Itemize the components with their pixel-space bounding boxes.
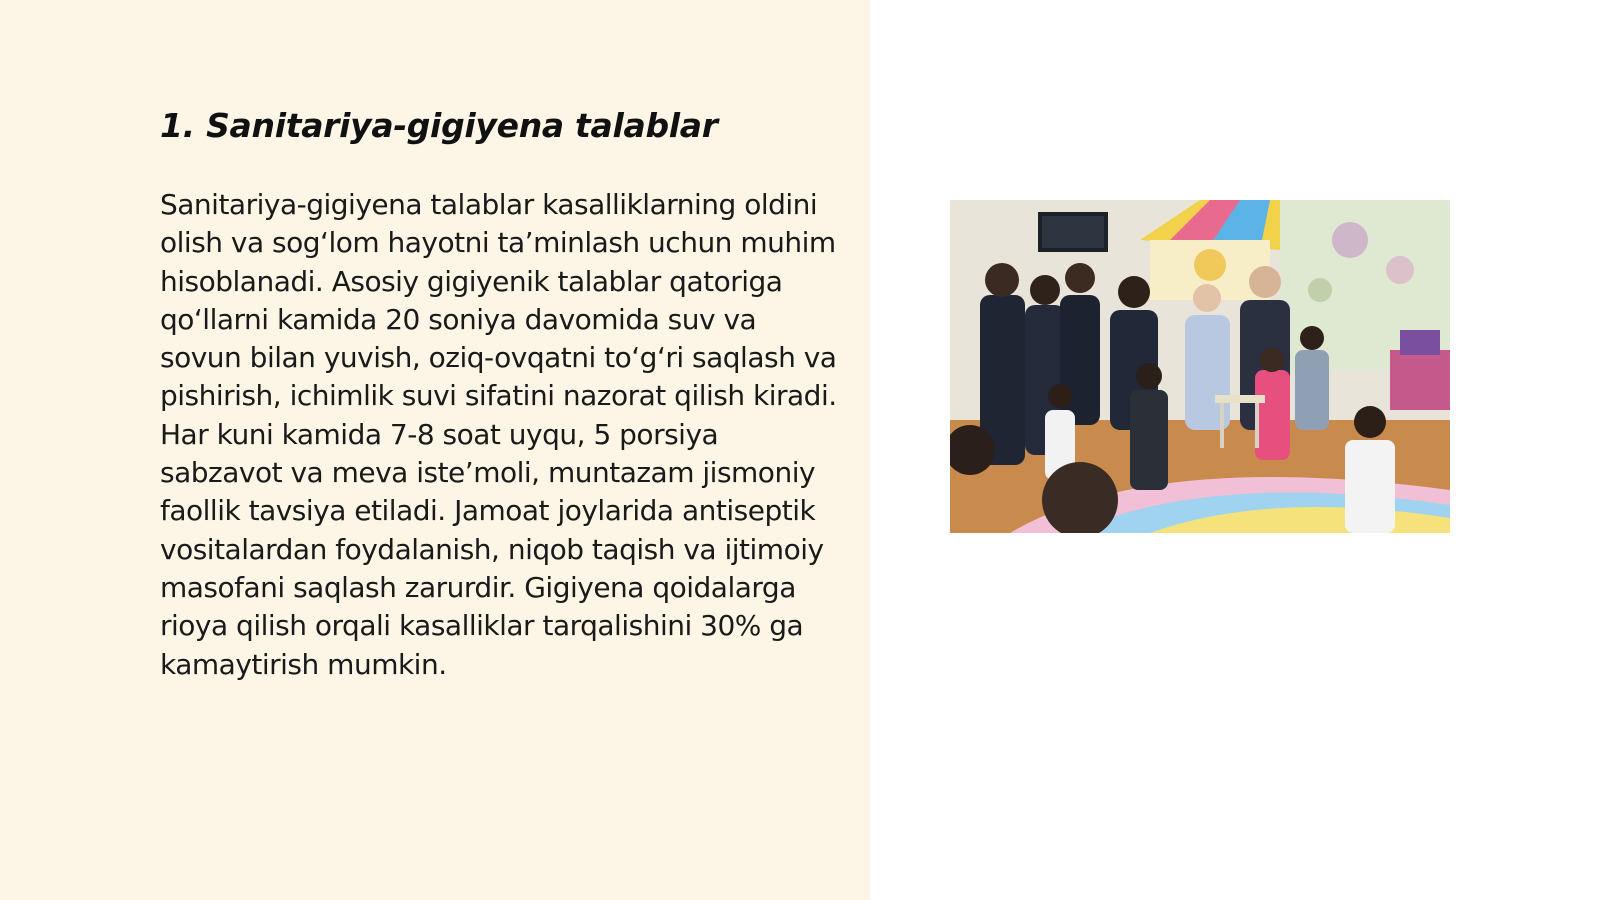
- classroom-photo: [950, 200, 1450, 533]
- classroom-photo-illustration: [950, 200, 1450, 533]
- slide-body-text: Sanitariya-gigiyena talablar kasalliklarning oldini olish va sog‘lom hayotni ta’minlash uchun muhim hisoblanadi. Asosiy gigiyenik talablar qatoriga qo‘llarni kamida 20 soniya davomida suv va sovun bilan yuvish, oziq-ovqatni to‘g‘ri saqlash va pishirish, ichimlik suvi sifatini nazorat qilish kiradi. Har kuni kamida 7-8 soat uyqu, 5 porsiya sabzavot va meva iste’moli, muntazam jismoniy faollik tavsiya etiladi. Jamoat joylarida antiseptik vositalardan foydalanish, niqob taqish va ijtimoiy masofani saqlash zarurdir. Gigiyena qoidalarga rioya qilish orqali kasalliklar tarqalishini 30% ga kamaytirish mumkin.: [160, 188, 837, 681]
- slide-title: 1. Sanitariya-gigiyena talablar: [160, 106, 718, 145]
